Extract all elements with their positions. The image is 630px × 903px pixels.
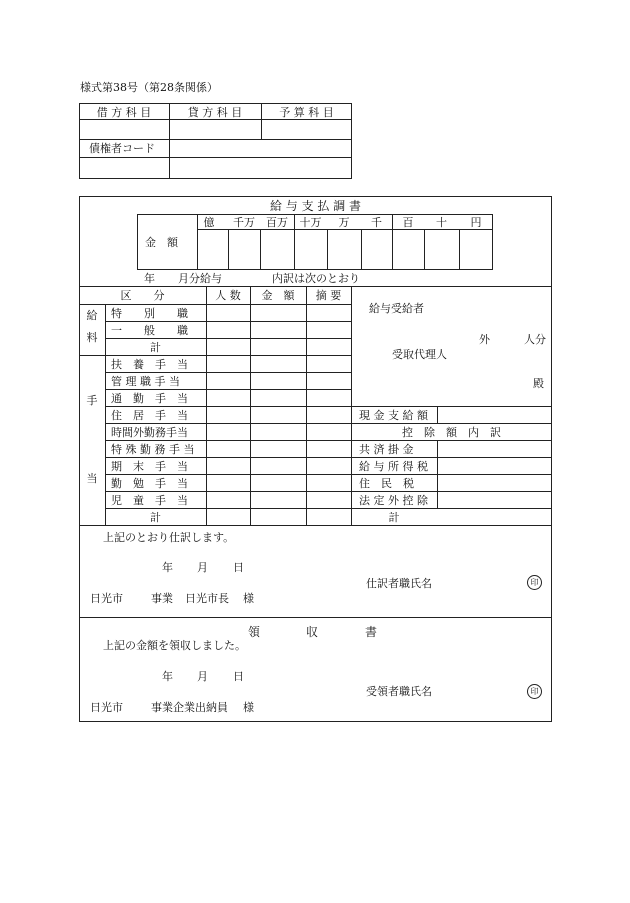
period-year: 年 <box>144 272 155 285</box>
people-label: 人分 <box>524 333 546 346</box>
category-header: 区 分 <box>120 289 165 302</box>
journal-day: 日 <box>233 561 244 574</box>
creditor-code-label: 債権者コード <box>89 142 155 155</box>
deduction-row-label: 法 定 外 控 除 <box>359 494 428 507</box>
amount-input[interactable] <box>199 232 489 268</box>
journal-year: 年 <box>162 561 173 574</box>
allowance-row-label: 時間外勤務手当 <box>111 426 188 439</box>
allowance-row-label: 扶 養 手 当 <box>111 358 188 371</box>
journal-month: 月 <box>197 561 208 574</box>
salary-row-label: 特 別 職 <box>111 307 188 320</box>
salary-total-label: 計 <box>150 341 161 354</box>
seal-mark: 印 <box>527 575 542 590</box>
deduction-row-label: 共 済 掛 金 <box>359 443 414 456</box>
amount-label: 金 額 <box>145 236 178 249</box>
digit-unit: 百 <box>402 216 414 229</box>
journal-officer-label: 仕訳者職氏名 <box>366 577 432 590</box>
receipt-statement: 上記の金額を領収しました。 <box>103 639 246 652</box>
allowance-group-label: 手 <box>86 394 98 407</box>
allowance-group-label: 当 <box>86 472 98 485</box>
digit-unit: 万 <box>338 216 350 229</box>
journal-business: 事業 <box>151 592 173 605</box>
budget-account-field[interactable] <box>263 122 350 137</box>
receipt-day: 日 <box>233 670 244 683</box>
deduction-row-label: 給 与 所 得 税 <box>359 460 428 473</box>
allowance-row-label: 管 理 職 手 当 <box>111 375 180 388</box>
deduction-row-label: 住 民 税 <box>359 477 414 490</box>
statement-title: 給 与 支 払 調 書 <box>269 199 362 213</box>
recipient-label: 給与受給者 <box>369 302 424 315</box>
allowance-row-label: 児 童 手 当 <box>111 494 188 507</box>
journal-sama: 様 <box>243 592 254 605</box>
allowance-row-label: 期 末 手 当 <box>111 460 188 473</box>
debit-account-field[interactable] <box>171 122 259 137</box>
salary-group-label: 給 <box>86 309 98 322</box>
form-reference: 様式第38号（第28条関係） <box>80 81 218 94</box>
allowance-row-label: 通 勤 手 当 <box>111 392 188 405</box>
summary-header: 摘 要 <box>315 289 342 302</box>
receipt-business: 事業企業出納員 <box>151 701 228 714</box>
credit-account-header: 貸 方 科 目 <box>187 106 243 119</box>
creditor-code-field[interactable] <box>171 141 350 156</box>
salary-group-label: 料 <box>86 331 98 344</box>
receipt-month: 月 <box>197 670 208 683</box>
honorific: 殿 <box>533 377 544 390</box>
digit-unit: 十万 <box>299 216 322 229</box>
receipt-title-char: 収 <box>306 625 319 639</box>
allowance-row-label: 特 殊 勤 務 手 当 <box>111 443 195 456</box>
receiver-label: 受領者職氏名 <box>366 685 432 698</box>
digit-unit: 千 <box>371 216 382 229</box>
period-month-pay: 月分給与 <box>178 272 222 285</box>
salary-row-label: 一 般 職 <box>111 324 188 337</box>
digit-unit: 千万 <box>233 216 255 229</box>
receipt-title-char: 領 <box>248 625 261 639</box>
allowance-row-label: 勤 勉 手 当 <box>111 477 188 490</box>
digit-unit: 十 <box>436 216 447 229</box>
digit-unit: 円 <box>470 216 482 229</box>
cash-payment-label: 現 金 支 給 額 <box>359 409 428 422</box>
allowance-total-label: 計 <box>150 511 161 524</box>
other-label: 外 <box>479 333 490 346</box>
journal-mayor: 日光市長 <box>185 592 229 605</box>
deduction-header: 控 除 額 内 訳 <box>402 426 501 439</box>
journal-statement: 上記のとおり仕訳します。 <box>103 531 235 544</box>
digit-unit: 百万 <box>266 216 288 229</box>
amount-header: 金 額 <box>261 289 295 302</box>
receipt-title-char: 書 <box>365 625 378 639</box>
deduction-total-label: 計 <box>388 511 400 524</box>
debit-account-header: 借 方 科 目 <box>96 106 152 119</box>
breakdown-note: 内訳は次のとおり <box>272 272 360 285</box>
budget-account-header: 予 算 科 目 <box>279 106 334 119</box>
agent-label: 受取代理人 <box>392 348 447 361</box>
receipt-sama: 様 <box>243 701 254 714</box>
seal-mark: 印 <box>527 684 542 699</box>
receipt-year: 年 <box>162 670 173 683</box>
count-header: 人 数 <box>215 289 241 302</box>
journal-city: 日光市 <box>90 592 123 605</box>
digit-unit: 億 <box>203 216 215 229</box>
receipt-city: 日光市 <box>90 701 123 714</box>
allowance-row-label: 住 居 手 当 <box>111 409 188 422</box>
